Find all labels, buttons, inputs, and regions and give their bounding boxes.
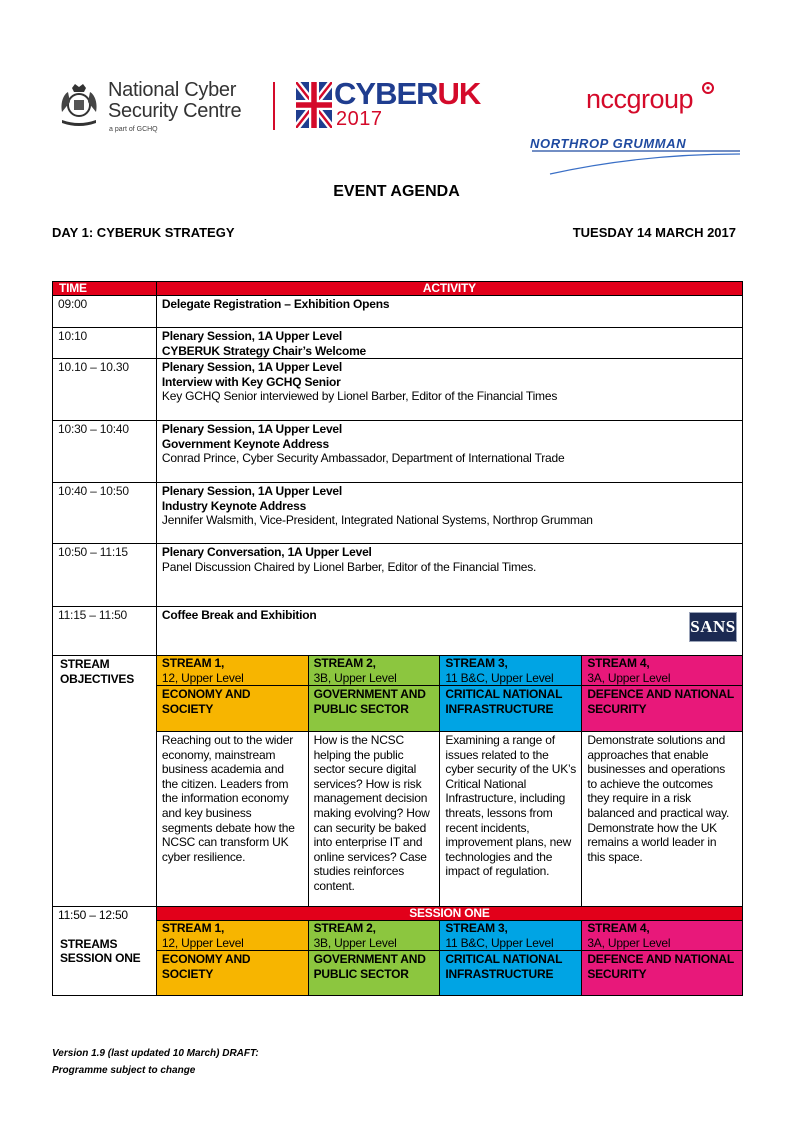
table-row [53, 296, 743, 328]
agenda-table [52, 281, 743, 996]
day-date: TUESDAY 14 MARCH 2017 [572, 225, 736, 240]
stream-4-heading: STREAM 4, 3A, Upper Level [582, 656, 743, 686]
day-title: DAY 1: CYBERUK STRATEGY [52, 225, 235, 240]
ncsc-name: National Cyber Security Centre [108, 79, 242, 122]
activity-subtitle: Government Keynote Address [161, 436, 329, 451]
stream-3-description: Examining a range of issues related to the cyber security of the UK’s Critical National Infrastructure, including threats, lessons from recent incidents, improvement plans, new technologies and the impact of regulation. [440, 732, 582, 907]
ncsc-logo [56, 80, 266, 140]
session-stream-3-heading: STREAM 3, 11 B&C, Upper Level [440, 921, 582, 951]
northrop-grumman-wordmark: NORTHROP GRUMMAN [530, 136, 687, 151]
activity-title: Plenary Session, 1A Upper Level [161, 329, 343, 343]
table-row [53, 483, 743, 544]
nccgroup-wordmark: nccgroup [586, 84, 694, 114]
session-stream-2-heading: STREAM 2, 3B, Upper Level [308, 921, 440, 951]
row-time: 10:10 [53, 328, 157, 359]
ncsc-subtitle: a part of GCHQ [109, 126, 158, 133]
row-activity [156, 544, 742, 607]
logo-divider [273, 82, 275, 130]
header-activity: ACTIVITY [156, 282, 742, 296]
table-row [53, 328, 743, 359]
row-time: 10.10 – 10.30 [53, 359, 157, 421]
stream-2-description: How is the NCSC helping the public sector secure digital services? How is risk management decision making evolving? How can security be baked into enterprise IT and online services? Case studies reinforces content. [308, 732, 440, 907]
stream-objectives-theme-row [53, 686, 743, 732]
session-stream-1-heading: STREAM 1, 12, Upper Level [156, 921, 308, 951]
version-line: Version 1.9 (last updated 10 March) DRAFT: [52, 1048, 259, 1059]
session-stream-3-theme: CRITICAL NATIONAL INFRASTRUCTURE [440, 951, 582, 996]
row-activity [156, 359, 742, 421]
northrop-swoosh-icon [530, 148, 742, 178]
row-time: 09:00 [53, 296, 157, 328]
activity-subtitle: Interview with Key GCHQ Senior [161, 374, 341, 389]
activity-title: Plenary Session, 1A Upper Level [161, 484, 343, 498]
row-time: 10:30 – 10:40 [53, 421, 157, 483]
header-time: TIME [53, 282, 157, 296]
session-one-bar-row [53, 907, 743, 921]
cyberuk-logo [296, 76, 481, 132]
nccgroup-swirl-icon [702, 82, 714, 94]
change-note: Programme subject to change [52, 1065, 196, 1076]
session-one-title: SESSION ONE [156, 907, 742, 921]
activity-title: Plenary Session, 1A Upper Level [161, 360, 343, 374]
row-activity [156, 328, 742, 359]
nccgroup-logo [586, 82, 726, 118]
session-stream-4-theme: DEFENCE AND NATIONAL SECURITY [582, 951, 743, 996]
version-note [52, 1045, 259, 1079]
activity-detail: Conrad Prince, Cyber Security Ambassador, Department of International Trade [161, 451, 565, 465]
stream-2-heading: STREAM 2, 3B, Upper Level [308, 656, 440, 686]
row-activity [156, 421, 742, 483]
row-time: 10:50 – 11:15 [53, 544, 157, 607]
activity-detail: Key GCHQ Senior interviewed by Lionel Barber, Editor of the Financial Times [161, 389, 558, 403]
stream-1-theme: ECONOMY AND SOCIETY [156, 686, 308, 732]
activity-subtitle: Industry Keynote Address [161, 498, 307, 513]
stream-objectives-label: STREAM OBJECTIVES [53, 656, 157, 907]
sans-logo: SANS [689, 612, 737, 642]
activity-detail: Panel Discussion Chaired by Lionel Barber, Editor of the Financial Times. [161, 559, 537, 574]
table-row [53, 359, 743, 421]
row-time: 10:40 – 10:50 [53, 483, 157, 544]
session-one-header-row [53, 921, 743, 951]
session-stream-2-theme: GOVERNMENT AND PUBLIC SECTOR [308, 951, 440, 996]
activity-title: Plenary Conversation, 1A Upper Level [161, 545, 372, 559]
row-activity [156, 296, 742, 328]
royal-crest-icon [56, 82, 102, 128]
session-one-time: 11:50 – 12:50 [58, 908, 128, 922]
activity-title: Delegate Registration – Exhibition Opens [161, 297, 390, 311]
activity-title: Coffee Break and Exhibition [161, 608, 317, 622]
stream-1-description: Reaching out to the wider economy, mainstream business academia and the citizen. Leaders from the information economy and key business segments debate how the NCSC can transform UK cyber resilience. [156, 732, 308, 907]
stream-4-theme: DEFENCE AND NATIONAL SECURITY [582, 686, 743, 732]
table-row [53, 544, 743, 607]
activity-title: Plenary Session, 1A Upper Level [161, 422, 343, 436]
row-activity [156, 607, 742, 656]
table-header-row [53, 282, 743, 296]
row-time: 11:15 – 11:50 [53, 607, 157, 656]
stream-2-theme: GOVERNMENT AND PUBLIC SECTOR [308, 686, 440, 732]
union-flag-icon [296, 82, 332, 128]
stream-4-description: Demonstrate solutions and approaches that enable businesses and operations to achieve the outcomes they require in a risk balanced and practical way. Demonstrate how the UK remains a world leader in this space. [582, 732, 743, 907]
session-one-label: 11:50 – 12:50 STREAMS SESSION ONE [53, 907, 157, 996]
activity-detail: Jennifer Walsmith, Vice-President, Integrated National Systems, Northrop Grumman [161, 513, 593, 527]
session-one-theme-row [53, 951, 743, 996]
table-row [53, 607, 743, 656]
table-row [53, 421, 743, 483]
activity-subtitle: CYBERUK Strategy Chair’s Welcome [161, 343, 367, 358]
page-title: EVENT AGENDA [333, 183, 460, 200]
northrop-grumman-logo [530, 134, 742, 178]
stream-1-heading: STREAM 1, 12, Upper Level [156, 656, 308, 686]
stream-3-theme: CRITICAL NATIONAL INFRASTRUCTURE [440, 686, 582, 732]
stream-objectives-header-row [53, 656, 743, 686]
cyberuk-wordmark: CYBERUK [334, 76, 481, 111]
stream-objectives-description-row [53, 732, 743, 907]
row-activity [156, 483, 742, 544]
session-stream-1-theme: ECONOMY AND SOCIETY [156, 951, 308, 996]
stream-3-heading: STREAM 3, 11 B&C, Upper Level [440, 656, 582, 686]
cyberuk-year: 2017 [336, 108, 383, 130]
session-stream-4-heading: STREAM 4, 3A, Upper Level [582, 921, 743, 951]
